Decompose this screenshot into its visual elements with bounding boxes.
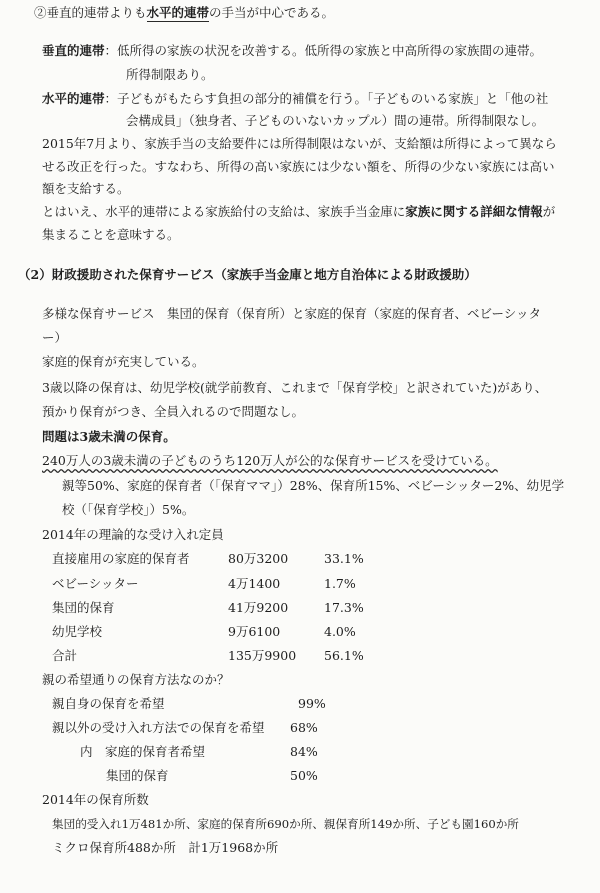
paragraph-line: 多様な保育サービス 集団的保育（保育所）と家庭的保育（家庭的保育者、ベビーシッタ: [42, 306, 542, 321]
facilities-line: ミクロ保育所488か所 計1万1968か所: [52, 840, 279, 855]
paragraph-line: 集まることを意味する。: [42, 227, 180, 242]
capacity-count: 9万6100: [228, 624, 281, 639]
capacity-row: [52, 623, 356, 641]
wish-label: 親自身の保育を希望: [52, 696, 165, 711]
info-text: とはいえ、水平的連帯による家族給付の支給は、家族手当金庫に: [42, 204, 406, 219]
capacity-row: [52, 550, 364, 568]
heading-prefix: ②垂直的連帯よりも: [34, 5, 147, 20]
facilities-line: 集団的受入れ1万481か所、家庭的保育所690か所、親保育所149か所、子ども園160か所: [52, 817, 519, 831]
capacity-pct: 56.1%: [324, 648, 364, 663]
wish-label: 集団的保育: [106, 768, 169, 783]
paragraph-line: 2015年7月より、家族手当の支給要件には所得制限はないが、支給額は所得によって異なら: [42, 136, 557, 151]
horizontal-text: ：子どもがもたらす負担の部分的補償を行う。「子どものいる家族」と「他の社: [104, 91, 549, 106]
paragraph-line: 家庭的保育が充実している。: [42, 354, 205, 369]
wish-pct: 50%: [290, 768, 318, 783]
capacity-pct: 4.0%: [324, 624, 356, 639]
capacity-pct: 17.3%: [324, 600, 364, 615]
capacity-total-row: [52, 647, 364, 665]
capacity-pct: 1.7%: [324, 576, 356, 591]
wish-pct: 84%: [290, 744, 318, 759]
capacity-count: 135万9900: [228, 648, 297, 663]
paragraph-line: 校（「保育学校」）5%。: [62, 502, 195, 517]
paragraph-line: ー）: [42, 330, 68, 345]
capacity-name: 合計: [52, 648, 78, 663]
wish-pct: 99%: [298, 696, 326, 711]
horizontal-solidarity-heading: [34, 4, 334, 22]
paragraph-line: 額を支給する。: [42, 181, 130, 196]
info-paragraph: [42, 203, 555, 221]
info-bold: 家族に関する詳細な情報: [405, 204, 543, 219]
capacity-pct: 33.1%: [324, 551, 364, 566]
capacity-name: 集団的保育: [52, 600, 115, 615]
info-suffix: が: [542, 204, 556, 219]
capacity-count: 4万1400: [228, 576, 281, 591]
capacity-row: [52, 575, 356, 593]
vertical-solidarity-def: [42, 42, 542, 60]
problem-statement: 問題は3歳未満の保育。: [42, 429, 176, 444]
horizontal-label: 水平的連帯: [42, 91, 105, 106]
horizontal-solidarity-cont: 会構成員」（独身者、子どものいないカップル）間の連帯。所得制限なし。: [126, 113, 545, 128]
wish-label: 内 家庭的保育者希望: [80, 744, 206, 759]
capacity-name: ベビーシッター: [52, 576, 139, 591]
capacity-count: 41万9200: [228, 600, 289, 615]
key-statistic: [42, 452, 498, 470]
wish-pct: 68%: [290, 720, 318, 735]
capacity-row: [52, 599, 364, 617]
wish-label: 親以外の受け入れ方法での保育を希望: [52, 720, 265, 735]
paragraph-line: 3歳以降の保育は、幼児学校(就学前教育、これまで「保育学校」と訳されていた)があり、: [42, 380, 548, 395]
capacity-name: 幼児学校: [52, 624, 103, 639]
capacity-count: 80万3200: [228, 551, 289, 566]
heading-bold-term: 水平的連帯: [146, 5, 210, 20]
vertical-label: 垂直的連帯: [42, 43, 105, 58]
horizontal-solidarity-def: [42, 90, 548, 108]
capacity-title: 2014年の理論的な受け入れ定員: [42, 527, 224, 542]
vertical-text: ：低所得の家族の状況を改善する。低所得の家族と中高所得の家族間の連帯。: [104, 43, 543, 58]
heading-suffix: の手当が中心である。: [209, 5, 335, 20]
vertical-solidarity-cont: 所得制限あり。: [126, 67, 214, 82]
paragraph-line: せる改正を行った。すなわち、所得の高い家族には少ない額を、所得の少ない家族には高い: [42, 159, 555, 174]
paragraph-line: 預かり保育がつき、全員入れるので問題なし。: [42, 404, 305, 419]
facilities-title: 2014年の保育所数: [42, 792, 149, 807]
key-statistic-text: 240万人の3歳未満の子どものうち120万人が公的な保育サービスを受けている。: [42, 453, 498, 468]
section-heading: （2）財政援助された保育サービス（家族手当金庫と地方自治体による財政援助）: [18, 267, 477, 282]
paragraph-line: 親等50%、家庭的保育者（「保育ママ」）28%、保育所15%、ベビーシッター2%、幼児学: [62, 478, 565, 493]
capacity-name: 直接雇用の家庭的保育者: [52, 551, 190, 566]
wish-question: 親の希望通りの保育方法なのか？: [42, 672, 230, 687]
